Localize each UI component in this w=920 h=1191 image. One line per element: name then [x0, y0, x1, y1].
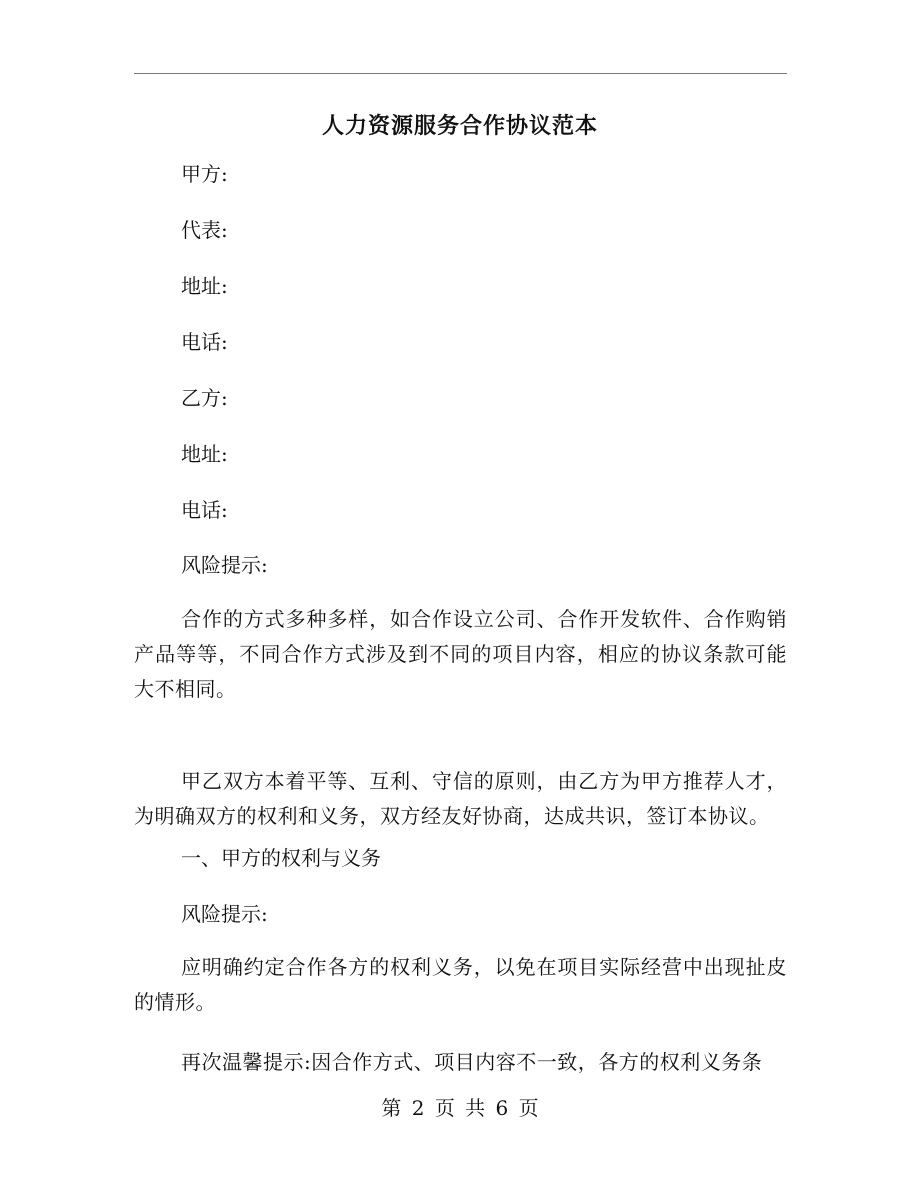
phone-a-label: 电话: — [181, 330, 228, 354]
party-a-label: 甲方: — [181, 162, 228, 186]
reminder-paragraph: 再次温馨提示:因合作方式、项目内容不一致，各方的权利义务条 — [181, 1050, 763, 1074]
principles-paragraph: 甲乙双方本着平等、互利、守信的原则，由乙方为甲方推荐人才，为明确双方的权利和义务，双方经友好协商，达成共识，签订本协议。 — [134, 769, 787, 828]
cooperation-methods-paragraph: 合作的方式多种多样，如合作设立公司、合作开发软件、合作购销产品等等，不同合作方式涉及到不同的项目内容，相应的协议条款可能大不相同。 — [134, 607, 787, 701]
address-b-label: 地址: — [181, 442, 228, 466]
phone-b-label: 电话: — [181, 498, 228, 522]
rights-obligations-paragraph: 应明确约定合作各方的权利义务，以免在项目实际经营中出现扯皮的情形。 — [134, 955, 787, 1014]
representative-label: 代表: — [181, 218, 228, 242]
page-footer: 第 2 页 共 6 页 — [381, 1096, 539, 1120]
address-a-label: 地址: — [181, 274, 228, 298]
header-rule — [134, 73, 787, 74]
document-title: 人力资源服务合作协议范本 — [321, 113, 598, 139]
risk-note-label-2: 风险提示: — [181, 902, 268, 926]
section-heading-party-a-rights: 一、甲方的权利与义务 — [181, 846, 381, 870]
risk-note-label: 风险提示: — [181, 553, 268, 577]
party-b-label: 乙方: — [181, 386, 228, 410]
